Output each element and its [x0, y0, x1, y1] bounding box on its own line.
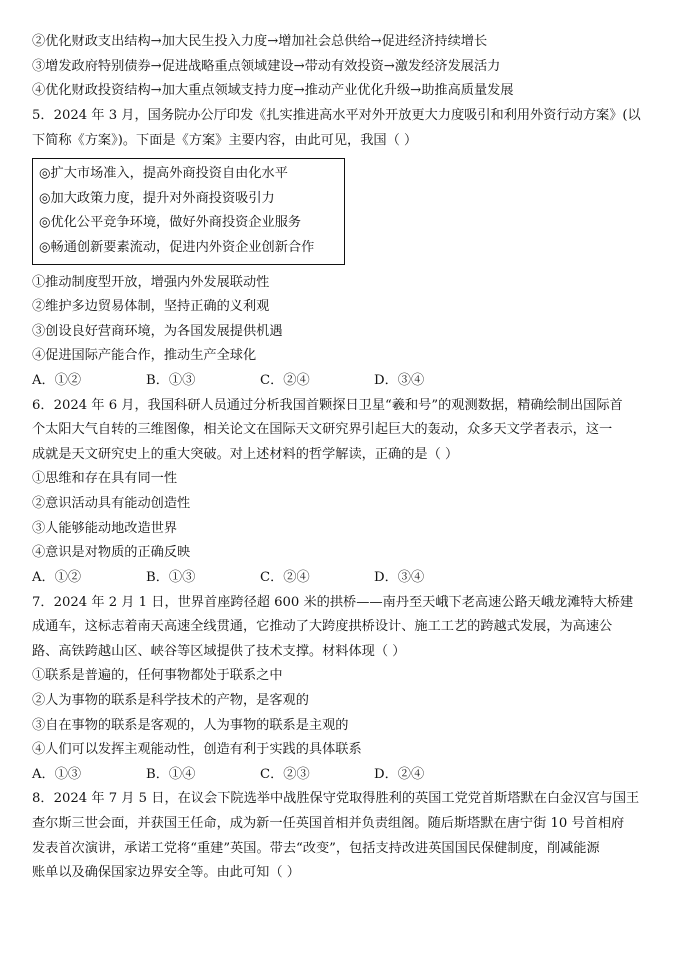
q5-choice-d[interactable]: D．③④ — [374, 373, 425, 388]
question-4-options-tail — [32, 30, 664, 104]
q7-stem-line-3: 路、高铁跨越山区、峡谷等区域提供了技术支撑。材料体现（ ） — [32, 643, 406, 659]
q8-stem-line-1: 8．2024 年 7 月 5 日，在议会下院选举中战胜保守党取得胜利的英国工党党首斯塔默在白金汉宫与国王 — [32, 791, 640, 807]
q5-choice-c[interactable]: C．②④ — [260, 373, 310, 388]
q5-choices — [32, 369, 664, 394]
q6-stem-line-2: 个太阳大气自转的三维图像，相关论文在国际天文研究界引起巨大的轰动，众多天文学者表示，这一 — [32, 422, 613, 438]
q7-option-1: ①联系是普遍的，任何事物都处于联系之中 — [32, 668, 283, 684]
q4-option-4: ④优化财政投资结构→加大重点领域支持力度→推动产业优化升级→助推高质量发展 — [32, 83, 514, 99]
q5-stem-line-1: 5．2024 年 3 月，国务院办公厅印发《扎实推进高水平对外开放更大力度吸引和利用外资行动方案》(以 — [32, 108, 641, 124]
q5-option-1: ①推动制度型开放，增强内外发展联动性 — [32, 274, 270, 290]
q6-choice-c[interactable]: C．②④ — [260, 569, 310, 585]
q7-choice-a[interactable]: A．①③ — [32, 766, 82, 782]
q6-option-1: ①思维和存在具有同一性 — [32, 471, 178, 487]
q7-option-4: ④人们可以发挥主观能动性，创造有利于实践的具体联系 — [32, 742, 362, 758]
q6-choices — [32, 566, 664, 591]
question-6 — [32, 394, 664, 591]
q5-plan-box — [32, 158, 345, 264]
q7-stem-line-2: 成通车，这标志着南天高速全线贯通，它推动了大跨度拱桥设计、施工工艺的跨越式发展，为高速公 — [32, 619, 613, 635]
q6-option-2: ②意识活动具有能动创造性 — [32, 496, 191, 512]
q7-option-3: ③自在事物的联系是客观的，人为事物的联系是主观的 — [32, 717, 349, 733]
question-8 — [32, 787, 664, 885]
q5-choice-a[interactable]: A．①② — [32, 373, 82, 388]
q5-box-item-4: ◎畅通创新要素流动，促进内外资企业创新合作 — [39, 240, 315, 256]
question-5 — [32, 104, 664, 394]
q4-option-2: ②优化财政支出结构→加大民生投入力度→增加社会总供给→促进经济持续增长 — [32, 34, 488, 49]
q7-choice-d[interactable]: D．②④ — [374, 766, 425, 782]
q6-choice-a[interactable]: A．①② — [32, 569, 82, 585]
q7-choice-c[interactable]: C．②③ — [260, 766, 310, 782]
q5-box-item-3: ◎优化公平竞争环境，做好外商投资企业服务 — [39, 215, 302, 231]
q5-box-item-2: ◎加大政策力度，提升对外商投资吸引力 — [39, 190, 275, 206]
q6-option-4: ④意识是对物质的正确反映 — [32, 545, 191, 561]
q5-option-3: ③创设良好营商环境，为各国发展提供机遇 — [32, 323, 283, 339]
q8-stem-line-4: 账单以及确保国家边界安全等。由此可知（ ） — [32, 865, 300, 881]
q5-box-item-1: ◎扩大市场准入，提高外商投资自由化水平 — [39, 166, 288, 182]
q6-choice-b[interactable]: B．①③ — [146, 569, 196, 585]
q7-option-2: ②人为事物的联系是科学技术的产物，是客观的 — [32, 692, 309, 708]
q8-stem-line-3: 发表首次演讲，承诺工党将“重建”英国。带去“改变”，包括支持改进英国国民保健制度，削减能源 — [32, 840, 600, 856]
q8-stem-line-2: 查尔斯三世会面，并获国王任命，成为新一任英国首相并负责组阁。随后斯塔默在唐宁街 10 号首相府 — [32, 815, 625, 831]
q5-option-2: ②维护多边贸易体制，坚持正确的义利观 — [32, 299, 270, 315]
q4-option-3: ③增发政府特别债券→促进战略重点领域建设→带动有效投资→激发经济发展活力 — [32, 58, 501, 74]
q6-choice-d[interactable]: D．③④ — [374, 569, 425, 585]
q6-option-3: ③人能够能动地改造世界 — [32, 520, 178, 536]
q7-stem-line-1: 7．2024 年 2 月 1 日，世界首座跨径超 600 米的拱桥——南丹至天峨下老高速公路天峨龙滩特大桥建 — [32, 594, 634, 610]
q6-stem-line-3: 成就是天文研究史上的重大突破。对上述材料的哲学解读，正确的是（ ） — [32, 446, 459, 462]
question-7 — [32, 591, 664, 788]
q5-choice-b[interactable]: B．①③ — [146, 373, 196, 388]
q7-choice-b[interactable]: B．①④ — [146, 766, 196, 782]
exam-page — [32, 30, 664, 886]
q6-stem-line-1: 6．2024 年 6 月，我国科研人员通过分析我国首颗探日卫星“羲和号”的观测数据，精确绘制出国际首 — [32, 397, 623, 413]
q7-choices — [32, 763, 664, 788]
q5-option-4: ④促进国际产能合作，推动生产全球化 — [32, 348, 257, 364]
q5-stem-line-2: 下简称《方案》)。下面是《方案》主要内容，由此可见，我国（ ） — [32, 132, 418, 148]
